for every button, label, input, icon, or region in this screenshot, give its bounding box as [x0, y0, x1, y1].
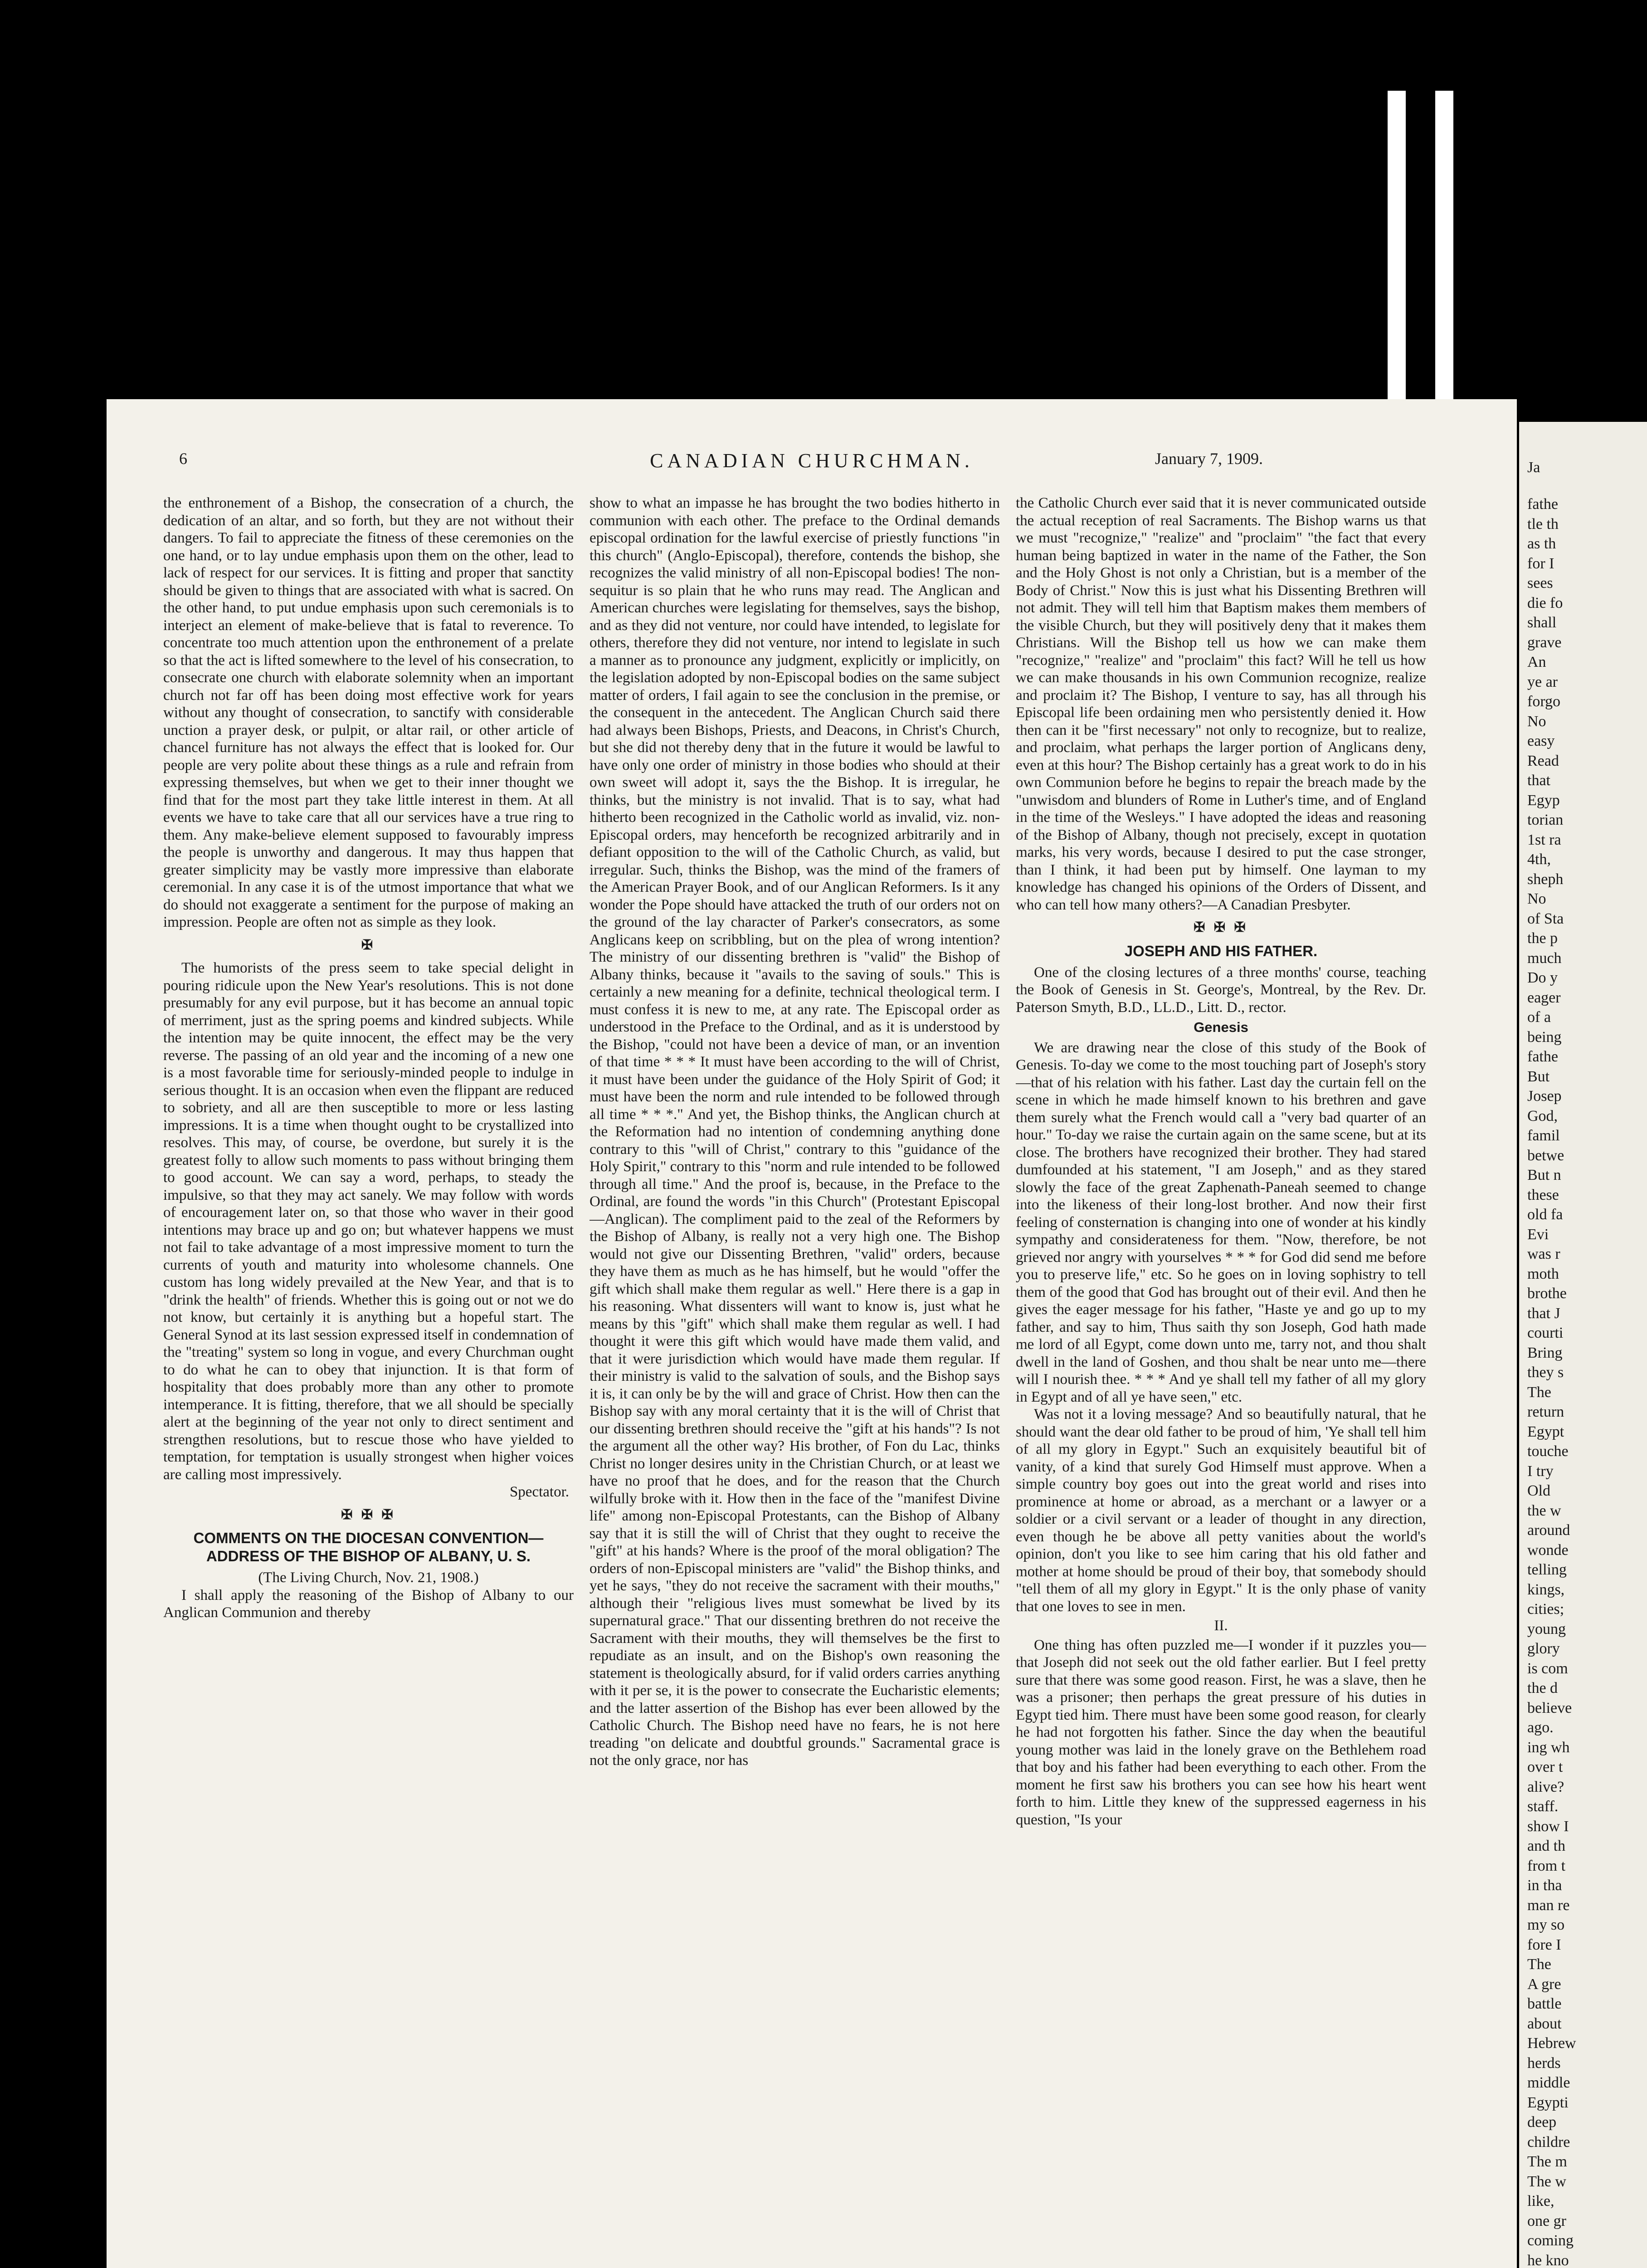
- adjacent-line-fragment: forgo: [1527, 693, 1561, 710]
- adjacent-page-text: [1527, 494, 1647, 2268]
- adjacent-line-fragment: one gr: [1527, 2212, 1566, 2229]
- adjacent-line-fragment: fathe: [1527, 496, 1558, 513]
- adjacent-line-fragment: betwe: [1527, 1147, 1564, 1164]
- issue-date: January 7, 1909.: [1155, 450, 1263, 468]
- adjacent-line-fragment: The: [1527, 1956, 1551, 1973]
- adjacent-line-fragment: The m: [1527, 2153, 1567, 2170]
- adjacent-line-fragment: much: [1527, 949, 1562, 967]
- adjacent-line-fragment: about: [1527, 2015, 1562, 2032]
- adjacent-line-fragment: is com: [1527, 1660, 1568, 1677]
- adjacent-line-fragment: Josep: [1527, 1088, 1562, 1105]
- adjacent-line-fragment: shall: [1527, 614, 1557, 631]
- adjacent-line-fragment: man re: [1527, 1897, 1570, 1914]
- paragraph: One of the closing lectures of a three months' course, teaching the Book of Genesis in St. George's, Montreal, by the Rev. Dr. Paterson Smyth, B.D., LL.D., Litt. D., rector.: [1016, 964, 1426, 1016]
- adjacent-line-fragment: return: [1527, 1403, 1564, 1420]
- adjacent-line-fragment: The: [1527, 1383, 1551, 1401]
- adjacent-line-fragment: as th: [1527, 535, 1556, 552]
- adjacent-line-fragment: over t: [1527, 1759, 1563, 1775]
- adjacent-line-fragment: show I: [1527, 1818, 1569, 1835]
- adjacent-line-fragment: ye ar: [1527, 673, 1558, 690]
- page-number: 6: [179, 450, 187, 468]
- adjacent-line-fragment: die fo: [1527, 594, 1563, 611]
- adjacent-line-fragment: courti: [1527, 1325, 1564, 1341]
- adjacent-line-fragment: ing wh: [1527, 1739, 1570, 1756]
- adjacent-line-fragment: Hebrew: [1527, 2035, 1576, 2052]
- adjacent-line-fragment: torian: [1527, 811, 1564, 828]
- adjacent-line-fragment: in tha: [1527, 1877, 1562, 1894]
- adjacent-line-fragment: young: [1527, 1620, 1566, 1637]
- adjacent-line-fragment: touche: [1527, 1443, 1569, 1460]
- adjacent-line-fragment: Egypti: [1527, 2094, 1569, 2111]
- column-2: [590, 494, 1000, 2268]
- adjacent-line-fragment: the d: [1527, 1680, 1558, 1696]
- adjacent-line-fragment: the w: [1527, 1502, 1561, 1519]
- paragraph: I shall apply the reasoning of the Bishop of Albany to our Anglican Communion and thereby: [163, 1587, 574, 1621]
- article-title: JOSEPH AND HIS FATHER.: [1124, 942, 1318, 959]
- signature: Spectator.: [509, 1484, 569, 1500]
- adjacent-line-fragment: herds: [1527, 2054, 1561, 2072]
- adjacent-line-fragment: of Sta: [1527, 910, 1564, 927]
- column-1: [163, 494, 574, 2268]
- publication-title: CANADIAN CHURCHMAN.: [650, 450, 974, 472]
- adjacent-line-fragment: my so: [1527, 1916, 1565, 1933]
- adjacent-line-fragment: wonde: [1527, 1541, 1569, 1559]
- adjacent-line-fragment: of a: [1527, 1009, 1551, 1026]
- adjacent-line-fragment: famil: [1527, 1127, 1560, 1144]
- adjacent-line-fragment: being: [1527, 1028, 1562, 1046]
- adjacent-line-fragment: Do y: [1527, 969, 1558, 986]
- adjacent-line-fragment: that J: [1527, 1305, 1560, 1322]
- adjacent-page-header: Ja: [1527, 459, 1540, 476]
- adjacent-line-fragment: childre: [1527, 2133, 1570, 2151]
- adjacent-line-fragment: fore I: [1527, 1936, 1561, 1953]
- adjacent-line-fragment: The w: [1527, 2173, 1566, 2190]
- adjacent-line-fragment: Bring: [1527, 1344, 1563, 1361]
- adjacent-line-fragment: moth: [1527, 1265, 1559, 1282]
- adjacent-line-fragment: kings,: [1527, 1581, 1565, 1598]
- adjacent-line-fragment: deep: [1527, 2114, 1557, 2131]
- paragraph: II.: [1214, 1618, 1228, 1634]
- adjacent-line-fragment: 1st ra: [1527, 831, 1561, 848]
- adjacent-line-fragment: and th: [1527, 1838, 1566, 1854]
- adjacent-line-fragment: old fa: [1527, 1206, 1563, 1223]
- adjacent-line-fragment: alive?: [1527, 1778, 1564, 1795]
- paragraph: the Catholic Church ever said that it is never communicated outside the actual reception of real Sacraments. The Bishop warns us that we must "recognize," "realize" and "proclaim" "the fact that every human being baptized in water in the name of the Father, the Son and the Holy Ghost is not only a Christian, but is a member of the Body of Christ." Now this is just what his Dissenting Brethren will not admit. They will tell him that Baptism makes them members of the visible Church, but they will positively deny that it makes them Christians. Will the Bishop tell us how we can make them "recognize," "realize" and "proclaim" this fact? Will he tell us how we can make thousands in his own Communion recognize, realize and proclaim it? The Bishop, I venture to say, has all through his Episcopal life been ordaining men who persistently denied it. How then can it be "first necessary" not only to recognize, but to realize, and proclaim, what perhaps the larger portion of Anglicans deny, even at this hour? The Bishop certainly has a great work to do in his own Communion before he begins to repair the breach made by the "unwisdom and blunders of Rome in Luther's time, and of England in the time of the Wesleys." I have adopted the ideas and reasoning of the Bishop of Albany, though not precisely, except in quotation marks, his very words, because I desired to put the case stronger, than I think, it had been put by himself. One layman to my knowledge has changed his opinions of the Orders of Dissent, and who can tell how many others?—A Canadian Presbyter.: [1016, 495, 1426, 913]
- adjacent-line-fragment: An: [1527, 654, 1546, 670]
- adjacent-line-fragment: battle: [1527, 1995, 1562, 2012]
- article-title: COMMENTS ON THE DIOCESAN CONVENTION—ADDRESS OF THE BISHOP OF ALBANY, U. S.: [193, 1530, 544, 1564]
- adjacent-line-fragment: grave: [1527, 634, 1562, 651]
- adjacent-line-fragment: God,: [1527, 1107, 1558, 1124]
- paragraph: One thing has often puzzled me—I wonder if it puzzles you—that Joseph did not seek out the old father earlier. But I feel pretty sure that there was some good reason. First, he was a slave, then he was a prisoner; then perhaps the great pressure of his duties in Egypt tied him. There must have been some good reason, for clearly he had not forgotten his father. Since the day when the beautiful young mother was laid in the lonely grave on the Bethlehem road that boy and his father had been everything to each other. From the moment he first saw his brothers you can see how his heart went forth to him. Little they knew of the suppressed eagerness in his question, "Is your: [1016, 1637, 1426, 1828]
- paragraph: show to what an impasse he has brought the two bodies hitherto in communion with each other. The preface to the Ordinal demands episcopal ordination for the lawful exercise of priestly functions "in this church" (Anglo-Episcopal), therefore, contends the bishop, she recognizes the valid ministry of all non-Episcopal bodies! The non-sequitur is so plain that he who runs may read. The Anglican and American churches were legislating for themselves, says the bishop, and as they did not venture, nor could have intended, to legislate for others, therefore they did not venture, nor intend to legislate in such a manner as to pronounce any judgment, explicitly or implicitly, on the legislation adopted by non-Episcopal bodies on the same subject matter of orders, I fail again to see the conclusion in the premise, or the consequent in the antecedent. The Anglican Church said there had always been Bishops, Priests, and Deacons, in Christ's Church, but she did not thereby deny that in the future it would be lawful to have only one order of ministry in those bodies who should at their own sweet will adopt it, says the the Bishop. It is irregular, he thinks, but the ministry is not invalid. That is to say, what had hitherto been recognized in the Catholic world as invalid, viz. non-Episcopal orders, may henceforth be recognized arbitrarily and in defiant opposition to the will of the Catholic Church, as valid, but irregular. Such, thinks the Bishop, was the mind of the framers of the American Prayer Book, and of our Anglican Reformers. Is it any wonder the Pope should have attacked the truth of our orders not on the ground of the lay character of Parker's consecrators, as some Anglicans keep on scribbling, but on the plea of wrong intention? The ministry of our dissenting brethren is "valid" the Bishop of Albany thinks, because it "avails to the saving of souls." This is certainly a new meaning for a definite, technical theological term. I must confess it is new to me, at any rate. The Episcopal order as understood in the Preface to the Ordinal, and as it is understood by the Bishop, "could not have been a device of man, or an invention of that time * * * It must have been according to the will of Christ, it must have been under the guidance of the Holy Spirit of God; it must have been the norm and rule intended to be followed through all time * * *." And yet, the Bishop thinks, the Anglican church at the Reformation had no intention of condemning anything done contrary to this "will of Christ," contrary to this "guidance of the Holy Spirit," contrary to this "norm and rule intended to be followed through all time." And the proof is, because, in the Preface to the Ordinal, are found the words "in this Church" (Protestant Episcopal—Anglican). The compliment paid to the zeal of the Reformers by the Bishop of Albany, is really not a very high one. The Bishop would not give our Dissenting Brethren, "valid" orders, because they have them as much as he has himself, but he would "offer the gift which shall make them regular as well." Here there is a gap in his reasoning. What dissenters will want to know is, just what he means by this "gift" which shall make them regular as well. I had thought it were this gift which would have made them valid, and that it were jurisdiction which would have made them regular. If their ministry is valid to the salvation of souls, and the Bishop says it is, it can only be by the will and grace of Christ. How then can the Bishop say with any moral certainty that it is the will of Christ that our dissenting brethren should receive the "gift at his hands"? Is not the argument all the other way? His brother, of Fon du Lac, thinks Christ no longer desires unity in the Christian Church, or at least we have no proof that he does, and for the reason that the Church wilfully broke with it. How then in the face of the "manifest Divine life" among non-Episcopal Protestants, can the Bishop of Albany say that it is still the will of Christ that they ought to receive the "gift" at his hands? Where is the proof of the moral obligation? The orders of non-Episcopal ministers are "valid" the Bishop thinks, and yet he says, "they do not receive the sacrament with their mouths," although their "religious lives must somewhat be lived by its supernatural grace." That our dissenting brethren do not receive the Sacrament with their mouths, they will themselves be the first to repudiate as an insult, and on the Bishop's own reasoning the statement is theologically absurd, for if valid orders carries anything with it per se, it is the power to consecrate the Eucharistic elements; and the latter assertion of the Bishop has ever been allowed by the Catholic Church. The Bishop need have no fears, he is not here treading "on delicate and doubtful grounds." Sacramental grace is not the only grace, nor has: [590, 495, 1000, 1769]
- adjacent-line-fragment: from t: [1527, 1857, 1566, 1874]
- adjacent-line-fragment: for I: [1527, 555, 1554, 572]
- adjacent-line-fragment: he kno: [1527, 2252, 1569, 2268]
- adjacent-line-fragment: believe: [1527, 1699, 1572, 1716]
- adjacent-line-fragment: Read: [1527, 752, 1559, 769]
- adjacent-line-fragment: the p: [1527, 930, 1558, 947]
- paragraph: Genesis: [1194, 1019, 1248, 1035]
- adjacent-line-fragment: No: [1527, 713, 1546, 730]
- adjacent-line-fragment: telling: [1527, 1561, 1567, 1578]
- adjacent-line-fragment: eager: [1527, 989, 1561, 1006]
- adjacent-line-fragment: ago.: [1527, 1719, 1554, 1736]
- paragraph: Was not it a loving message? And so beautifully natural, that he should want the dear old father to be proud of him, 'Ye shall tell him of all my glory in Egypt." Such an exquisitely beautiful bit of vanity, of a kind that surely God Himself must approve. When a simple country boy goes out into the great world and rises into prominence at home or abroad, as a merchant or a lawyer or a soldier or a civil servant or a leader of thought in any direction, even though he be above all petty vanities about the world's opinion, don't you like to see him caring that his old father and mother at home should be proud of their boy, that somebody should "tell them of all my glory in Egypt." It is the only phase of vanity that one loves to see in men.: [1016, 1406, 1426, 1615]
- paragraph: (The Living Church, Nov. 21, 1908.): [258, 1569, 479, 1586]
- adjacent-line-fragment: they s: [1527, 1364, 1564, 1381]
- adjacent-line-fragment: staff.: [1527, 1798, 1559, 1815]
- adjacent-line-fragment: cities;: [1527, 1601, 1564, 1618]
- adjacent-line-fragment: sheph: [1527, 870, 1564, 888]
- section-divider: ✠ ✠ ✠: [1194, 920, 1248, 935]
- adjacent-line-fragment: around: [1527, 1522, 1570, 1539]
- paragraph: The humorists of the press seem to take special delight in pouring ridicule upon the New Year's resolutions. This is not done presumably for any evil purpose, but it has become an annual topic of merriment, just as the spring poems and kindred subjects. While the intention may be quite innocent, the effect may be the very reverse. The passing of an old year and the incoming of a new one is a most favorable time for seriously-minded people to indulge in serious thought. It is an occasion when even the flippant are reduced to sobriety, and all are then susceptible to more or less lasting impressions. It is a time when thought ought to be crystallized into resolves. This may, of course, be overdone, but surely it is the greatest folly to allow such moments to pass without bringing them to good account. We can say a word, perhaps, to steady the impulsive, so that they may act sanely. We may follow with words of encouragement later on, so that those who waver in their good intentions may brace up and go on; but whatever happens we must not fail to take advantage of a most impressive moment to turn the currents of youth and maturity into wholesome channels. One custom has long widely prevailed at the New Year, and that is to "drink the health" of friends. Whether this is going out or not we do not know, but certainly it is anything but a hopeful start. The General Synod at its last session expressed itself in condemnation of the "treating" system so long in vogue, and every Churchman ought to do what he can to obey that injunction. It is that form of hospitality that does probably more than any other to promote intemperance. It is fitting, therefore, that we all should be specially alert at the beginning of the year not only to direct sentiment and strengthen resolutions, but to rescue those who have yielded to temptation, for temptation is usually strongest when higher voices are calling most impressively.: [163, 960, 574, 1483]
- adjacent-line-fragment: But: [1527, 1068, 1550, 1085]
- adjacent-line-fragment: A gre: [1527, 1975, 1561, 1993]
- newspaper-page: [107, 399, 1517, 2268]
- column-3: [1016, 494, 1426, 2268]
- adjacent-line-fragment: was r: [1527, 1246, 1560, 1262]
- adjacent-line-fragment: 4th,: [1527, 851, 1551, 868]
- adjacent-line-fragment: fathe: [1527, 1048, 1558, 1065]
- adjacent-line-fragment: like,: [1527, 2193, 1554, 2209]
- adjacent-line-fragment: brothe: [1527, 1285, 1567, 1302]
- section-divider: ✠ ✠ ✠: [341, 1507, 396, 1522]
- adjacent-line-fragment: Egyp: [1527, 792, 1560, 809]
- adjacent-line-fragment: But n: [1527, 1167, 1561, 1183]
- adjacent-line-fragment: I try: [1527, 1462, 1554, 1480]
- adjacent-line-fragment: middle: [1527, 2074, 1570, 2091]
- paragraph: the enthronement of a Bishop, the consecration of a church, the dedication of an altar, and so forth, but they are not without their dangers. To fail to appreciate the fitness of these ceremonies on the one hand, or to lay undue emphasis upon them on the other, lead to lack of respect for our services. It is fitting and proper that sanctity should be given to things that are associated with what is sacred. On the other hand, to put undue emphasis upon such ceremonials is to interject an element of make-believe that is fatal to reverence. To concentrate too much attention upon the enthronement of a prelate so that the act is lifted somewhere to the level of his consecration, to consecrate one church with elaborate solemnity when an important church not far off has been doing most effective work for years without any thought of consecration, to sanctify with considerable unction a prayer desk, or pulpit, or altar rail, or other article of chancel furniture has not always the effect that is looked for. Our people are very polite about these things as a rule and refrain from expressing themselves, but when we get to their inner thought we find that for the most part they take little interest in them. At all events we have to take care that all our services have a true ring to them. Any make-believe element supposed to favourably impress the people is unworthy and dangerous. It may thus happen that greater simplicity may be vastly more impressive than elaborate ceremonial. In any case it is of the utmost importance that what we do should not exaggerate a sentiment for the purpose of making an impression. People are often not as simple as they look.: [163, 495, 574, 930]
- adjacent-line-fragment: tle th: [1527, 515, 1559, 533]
- adjacent-line-fragment: coming: [1527, 2232, 1574, 2249]
- page-header: [107, 449, 1517, 476]
- adjacent-line-fragment: Evi: [1527, 1226, 1549, 1243]
- adjacent-line-fragment: Old: [1527, 1482, 1550, 1499]
- paragraph: We are drawing near the close of this study of the Book of Genesis. To-day we come to the most touching part of Joseph's story—that of his relation with his father. Last day the curtain fell on the scene in which he made himself known to his brethren and gave them surely what the French would call a "very bad quarter of an hour." To-day we raise the curtain again on the same scene, but at its close. The brothers have recognized their brother. They had stared dumfounded at his statement, "I am Joseph," and as they stared slowly the face of the great Zaphenath-Paneah seemed to change into the likeness of their long-lost brother. And now their first feeling of consternation is changing into one of wonder at his kindly sympathy and considerateness for them. "Now, therefore, be not grieved nor angry with yourselves * * * for God did send me before you to preserve life," etc. So he goes on in loving sophistry to tell them of the good that God has brought out of their evil. And then he gives the eager message for his father, "Haste ye and go up to my father, and say to him, Thus saith thy son Joseph, God hath made me lord of all Egypt, come down unto me, tarry not, and thou shalt dwell in the land of Goshen, and thou shalt be near unto me—there will I nourish thee. * * * And ye shall tell my father of all my glory in Egypt and of all ye have seen," etc.: [1016, 1039, 1426, 1405]
- adjacent-line-fragment: glory: [1527, 1640, 1560, 1657]
- adjacent-page-fragment: [1519, 422, 1647, 2268]
- adjacent-line-fragment: No: [1527, 890, 1546, 907]
- adjacent-line-fragment: easy: [1527, 733, 1555, 749]
- adjacent-line-fragment: Egypt: [1527, 1423, 1564, 1440]
- section-divider: ✠: [361, 937, 376, 953]
- adjacent-line-fragment: sees: [1527, 575, 1553, 591]
- adjacent-line-fragment: these: [1527, 1186, 1559, 1203]
- adjacent-line-fragment: that: [1527, 772, 1550, 789]
